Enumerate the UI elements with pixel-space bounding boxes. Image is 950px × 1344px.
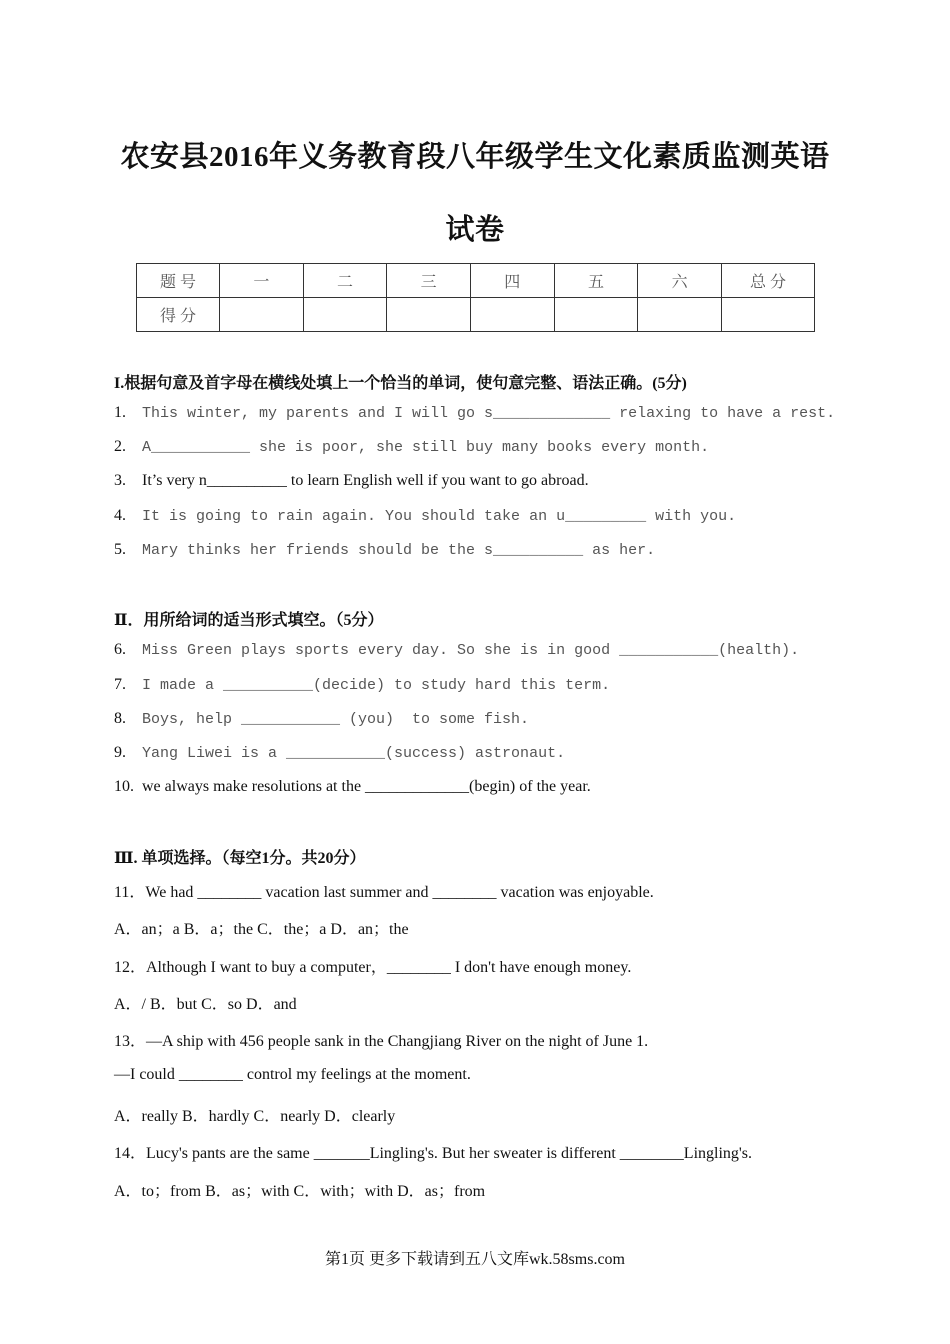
question-text: A___________ she is poor, she still buy many books every month.: [142, 439, 710, 456]
question-number: 3.: [114, 472, 126, 489]
score-cell: 五: [554, 264, 638, 298]
question-line: [114, 541, 655, 559]
question-number: 9.: [114, 744, 126, 761]
score-input-cell[interactable]: [638, 298, 722, 332]
question-number: 8.: [114, 710, 126, 727]
question-text: 12．Although I want to buy a computer，________ I don't have enough money.: [114, 959, 632, 976]
score-cell: 二: [303, 264, 387, 298]
question-line: [114, 641, 799, 659]
question-text: we always make resolutions at the _____________(begin) of the year.: [142, 778, 591, 795]
question-line: [114, 438, 709, 456]
question-text: —I could ________ control my feelings at the moment.: [114, 1066, 471, 1083]
answer-options: A．really B．hardly C．nearly D．clearly: [114, 1108, 396, 1125]
answer-options: A．/ B．but C．so D．and: [114, 996, 297, 1013]
exam-title: 农安县2016年义务教育段八年级学生文化素质监测英语: [120, 141, 830, 173]
score-input-cell[interactable]: [470, 298, 554, 332]
question-text: I made a __________(decide) to study hard this term.: [142, 677, 611, 694]
question-number: 10.: [114, 778, 134, 795]
question-number: 5.: [114, 541, 126, 558]
answer-options: A．an；a B．a；the C．the；a D．an；the: [114, 921, 409, 938]
score-input-cell[interactable]: [722, 298, 815, 332]
answer-options: A．to；from B．as；with C．with；with D．as；from: [114, 1183, 486, 1200]
question-number: 7.: [114, 676, 126, 693]
exam-title-continued: 试卷: [445, 214, 505, 246]
question-line: [114, 404, 835, 422]
question-text: 11．We had ________ vacation last summer and ________ vacation was enjoyable.: [114, 884, 654, 901]
question-text: Boys, help ___________ (you) to some fish.: [142, 711, 530, 728]
question-text: Miss Green plays sports every day. So she is in good ___________(health).: [142, 642, 800, 659]
section1-heading: I.根据句意及首字母在横线处填上一个恰当的单词，使句意完整、语法正确。(5分): [114, 375, 687, 392]
question-text: It is going to rain again. You should take an u_________ with you.: [142, 508, 737, 525]
section2-heading: Ⅱ．用所给词的适当形式填空。（5分）: [114, 612, 384, 629]
score-cell: 六: [638, 264, 722, 298]
question-number: 4.: [114, 507, 126, 524]
score-table-score-row: [137, 298, 815, 332]
score-input-cell[interactable]: [220, 298, 304, 332]
score-table-header-row: [137, 264, 815, 298]
question-line: [114, 778, 591, 796]
score-input-cell[interactable]: [303, 298, 387, 332]
question-line: [114, 507, 736, 525]
section3-heading: Ⅲ. 单项选择。（每空1分。共20分）: [114, 850, 366, 867]
question-number: 2.: [114, 438, 126, 455]
question-text: Mary thinks her friends should be the s__________ as her.: [142, 542, 656, 559]
question-text: 13．—A ship with 456 people sank in the Changjiang River on the night of June 1.: [114, 1033, 649, 1050]
score-input-cell[interactable]: [387, 298, 471, 332]
score-input-cell[interactable]: [554, 298, 638, 332]
question-number: 6.: [114, 641, 126, 658]
question-line: [114, 744, 565, 762]
page-footer: 第1页 更多下载请到五八文库wk.58sms.com: [324, 1251, 625, 1268]
score-cell: 三: [387, 264, 471, 298]
question-text: It’s very n__________ to learn English well if you want to go abroad.: [142, 472, 589, 489]
score-cell: 总 分: [722, 264, 815, 298]
question-number: 1.: [114, 404, 126, 421]
score-cell: 一: [220, 264, 304, 298]
question-text: Yang Liwei is a ___________(success) astronaut.: [142, 745, 566, 762]
question-text: 14．Lucy's pants are the same _______Lingling's. But her sweater is different ________Lingling's.: [114, 1145, 753, 1162]
question-line: [114, 676, 610, 694]
question-line: [114, 710, 529, 728]
score-cell: 题 号: [137, 264, 220, 298]
score-cell: 四: [470, 264, 554, 298]
question-line: [114, 472, 589, 490]
score-table: [136, 263, 815, 332]
question-text: This winter, my parents and I will go s_____________ relaxing to have a rest.: [142, 405, 836, 422]
score-cell: 得 分: [137, 298, 220, 332]
